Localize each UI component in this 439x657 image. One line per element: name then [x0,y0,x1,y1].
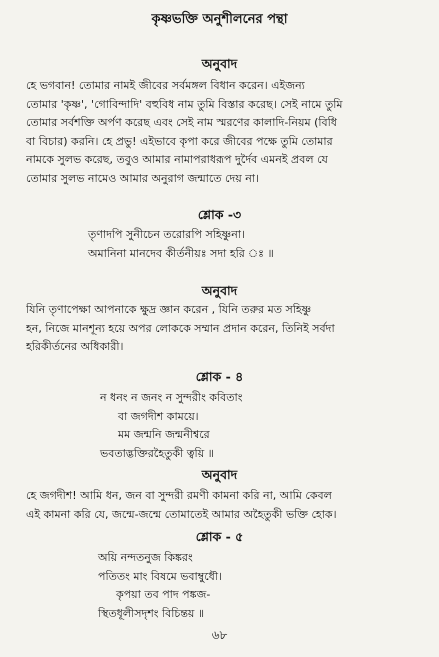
verse-line: ভবতাদ্ভক্তিরহৈতুকী ত্বয়ি ॥ [100,446,214,460]
verse-line: ন ধনং ন জনং ন সুন্দরীং কবিতাং [100,391,243,404]
text-line: এই কামনা করি যে, জন্মে-জন্মে তোমাতেই আমার অহৈতুকী ভক্তি হোক। [26,507,337,521]
shloka-4-verse [100,389,242,463]
text-line: হে জগদীশ! আমি ধন, জন বা সুন্দরী রমণী কামনা করি না, আমি কেবল [26,489,332,502]
running-head: কৃষ্ণভক্তি অনুশীলনের পন্থা [151,12,288,27]
text-line: যিনি তৃণাপেক্ষা আপনাকে ক্ষুদ্র জ্ঞান করেন , যিনি তরুর মত সহিষ্ণু [26,303,312,316]
verse-line: মম জন্মনি জন্মনীশ্বরে [118,428,210,441]
anubad-paragraph-2 [26,301,422,357]
text-line: বা বিচার) করনি। হে প্রভু! এইভাবে কৃপা করে জীবের পক্ষে তুমি তোমার [26,134,333,148]
anubad-paragraph-1 [26,77,422,188]
verse-line: বা জগদীশ কাময়ে। [118,409,199,423]
shloka-4-heading: শ্লোক - ৪ [195,369,244,384]
text-line: হরিকীর্তনের অধিকারী। [26,340,124,353]
verse-line: পতিতং মাং বিষমে ভবাম্বুধৌ। [98,569,222,583]
verse-line: অমানিনা মানদেব কীর্তনীয়ঃ সদা হরি ঃ ॥ [88,246,274,260]
verse-line: কৃপয়া তব পাদ পঙ্কজ- [116,588,211,601]
text-line: তোমার সর্বশক্তি অর্পণ করেছ এবং সেই নাম স্মরণের কালাদি-নিয়ম (বিধি [26,116,337,129]
verse-line: তৃণাদপি সুনীচেন তরোরপি সহিষ্ণুনা। [88,228,245,241]
verse-line: স্থিতধূলীসদৃশং বিচিন্তয় ॥ [98,606,205,620]
anubad-heading-2: অনুবাদ [201,283,238,298]
shloka-3-verse [88,226,274,263]
shloka-5-verse [98,549,222,623]
text-line: নামকে সুলভ করেছ, তবুও আমার নামাপরাধরূপ দুর্দৈব এমনই প্রবল যে [26,153,328,166]
verse-line: অয়ি নন্দতনুজ কিঙ্করং [98,551,193,564]
anubad-paragraph-3 [26,487,422,524]
shloka-3-heading: শ্লোক -৩ [197,207,242,222]
text-line: তোমার 'কৃষ্ণ', 'গোবিন্দাদি' বহুবিধ নাম তুমি বিস্তার করেছ। সেই নামে তুমি [26,97,343,111]
shloka-5-heading: শ্লোক - ৫ [195,529,244,544]
anubad-heading-1: অনুবাদ [201,56,238,71]
text-line: তোমার সুলভ নামেও আমার অনুরাগ জন্মাতে দেয় না। [26,171,259,185]
anubad-heading-3: অনুবাদ [201,467,238,482]
text-line: হে ভগবান! তোমার নামই জীবের সর্বমঙ্গল বিধান করেন। এইজন্য [26,79,305,92]
page-number: ৬৮ [211,628,228,642]
text-line: হন, নিজে মানশূন্য হয়ে অপর লোককে সম্মান প্রদান করেন, তিনিই সর্বদা [26,321,335,335]
